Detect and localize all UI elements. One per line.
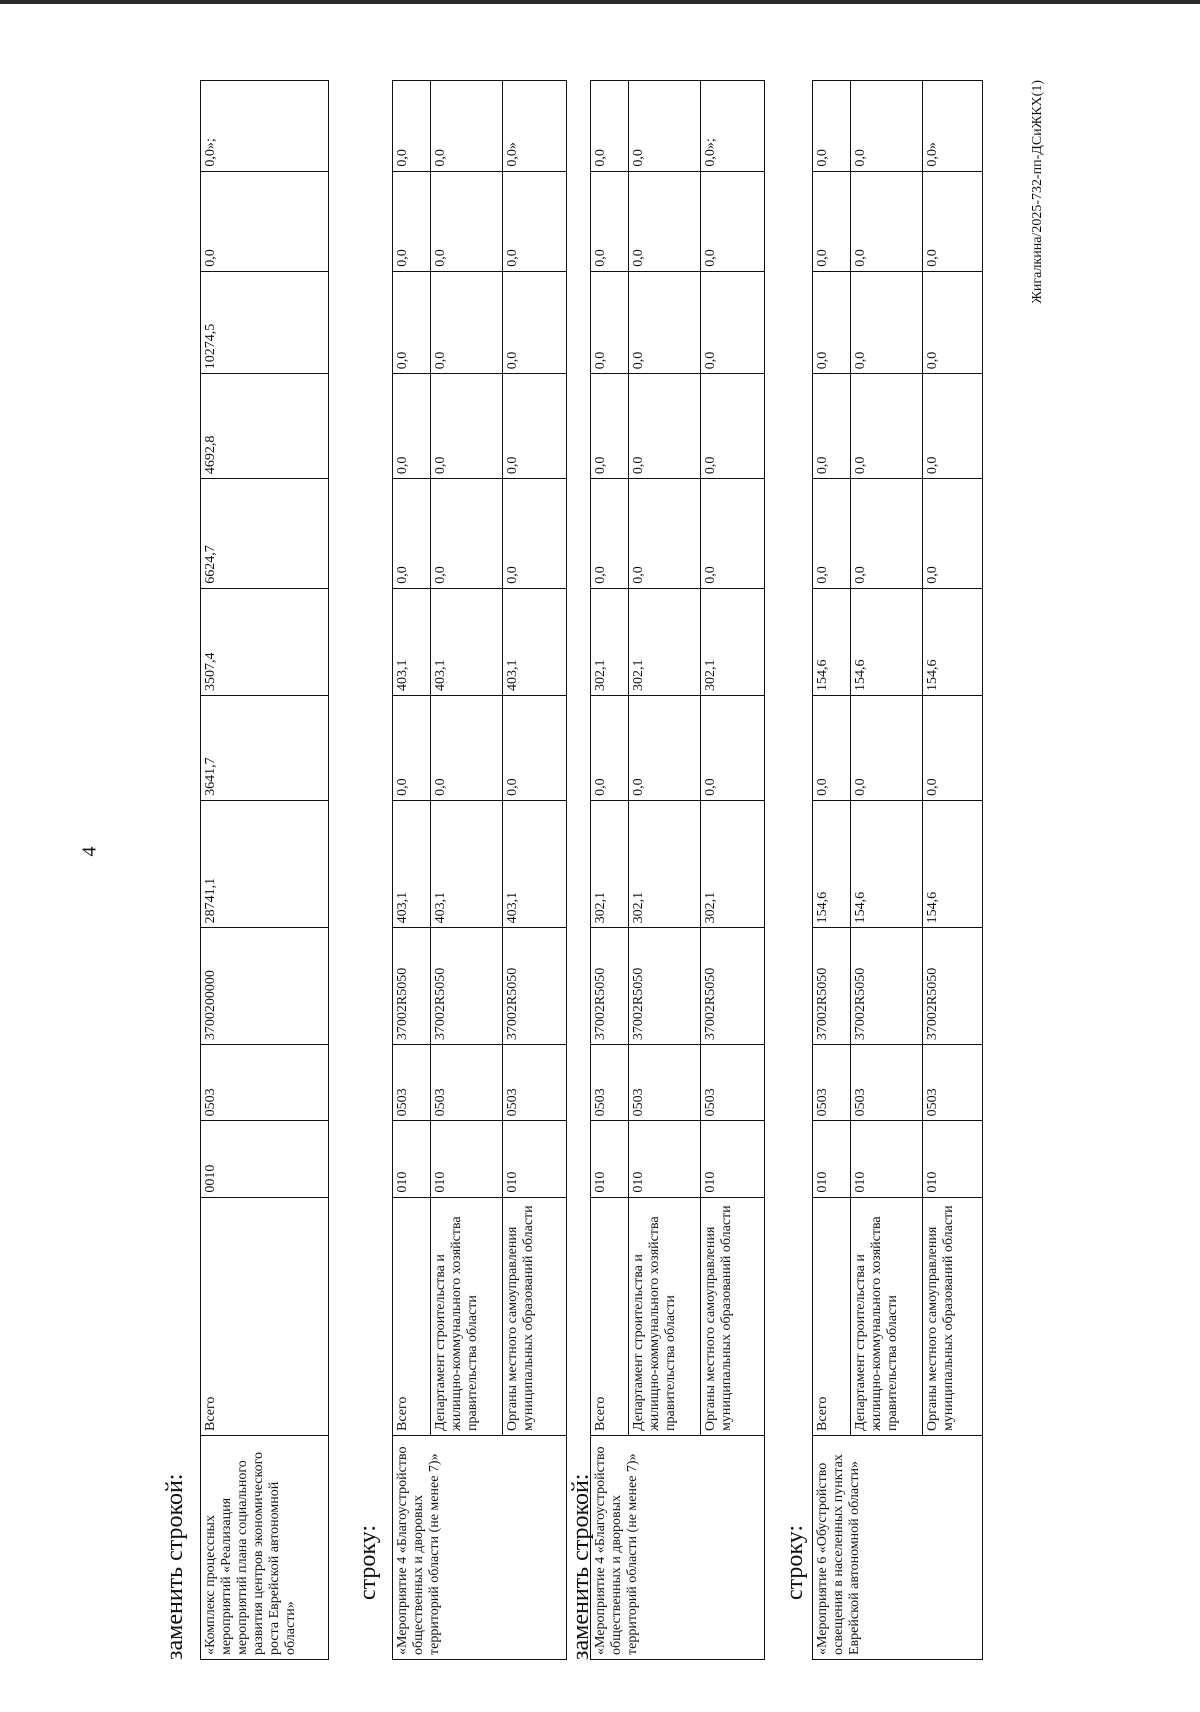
code-cell: 3700200000 (201, 928, 329, 1045)
value-cell: 0,0 (813, 695, 851, 800)
value-cell: 0,0 (591, 171, 629, 271)
value-cell: 0,0 (629, 171, 701, 271)
code-cell: 010 (851, 1121, 923, 1197)
code-cell: 010 (813, 1121, 851, 1197)
value-cell: 0,0 (393, 81, 431, 172)
value-cell: 0,0 (503, 479, 567, 589)
section-table (590, 80, 765, 1660)
value-cell: 0,0 (393, 374, 431, 479)
code-cell: 0010 (201, 1121, 329, 1197)
code-cell: 0503 (503, 1045, 567, 1121)
value-cell: 0,0 (591, 81, 629, 172)
section-table (392, 80, 567, 1660)
value-cell: 0,0 (701, 479, 765, 589)
value-cell: 154,6 (851, 588, 923, 695)
code-cell: 010 (431, 1121, 503, 1197)
value-cell: 0,0 (431, 171, 503, 271)
rotated-document (160, 70, 1060, 1660)
value-cell: 0,0 (503, 374, 567, 479)
value-cell: 3641,7 (201, 695, 329, 800)
value-cell: 0,0 (851, 81, 923, 172)
value-cell: 0,0 (701, 695, 765, 800)
value-cell: 0,0 (851, 479, 923, 589)
value-cell: 0,0 (431, 81, 503, 172)
value-cell: 10274,5 (201, 271, 329, 373)
code-cell: 37002R5050 (393, 928, 431, 1045)
event-cell: «Мероприятие 4 «Благоустройство общественных и дворовых территорий области (не менее 7)» (393, 1435, 567, 1659)
code-cell: 37002R5050 (701, 928, 765, 1045)
code-cell: 0503 (393, 1045, 431, 1121)
value-cell: 0,0 (813, 374, 851, 479)
table-row (851, 81, 923, 1660)
scan-top-border (0, 0, 1200, 4)
value-cell: 302,1 (591, 800, 629, 928)
code-cell: 37002R5050 (923, 928, 983, 1045)
value-cell: 0,0 (851, 695, 923, 800)
value-cell: 0,0 (851, 271, 923, 373)
value-cell: 0,0 (923, 479, 983, 589)
source-cell: Всего (201, 1197, 329, 1435)
value-cell: 0,0 (923, 171, 983, 271)
table-row (393, 81, 431, 1660)
code-cell: 010 (503, 1121, 567, 1197)
source-cell: Органы местного самоуправления муниципальных образований области (503, 1197, 567, 1435)
section-table (812, 80, 983, 1660)
value-cell: 0,0 (629, 479, 701, 589)
table-row (629, 81, 701, 1660)
value-cell: 0,0 (201, 171, 329, 271)
value-cell: 0,0 (393, 171, 431, 271)
code-cell: 37002R5050 (629, 928, 701, 1045)
value-cell: 0,0 (393, 479, 431, 589)
value-cell: 0,0 (813, 479, 851, 589)
value-cell: 0,0» (503, 81, 567, 172)
event-cell: «Комплекс процессных мероприятий «Реализация мероприятий плана социального развития центров экономического роста Еврейской автономной области» (201, 1435, 329, 1659)
table-row (503, 81, 567, 1660)
footer-code: Жигалкина/2025-732-пп-ДСиЖКХ(1) (1030, 80, 1045, 304)
value-cell: 403,1 (393, 588, 431, 695)
code-cell: 010 (701, 1121, 765, 1197)
event-cell: «Мероприятие 4 «Благоустройство общественных и дворовых территорий области (не менее 7)» (591, 1435, 765, 1659)
section-table (200, 80, 329, 1660)
value-cell: 3507,4 (201, 588, 329, 695)
table-row (201, 81, 329, 1660)
value-cell: 0,0 (629, 271, 701, 373)
value-cell: 0,0 (851, 374, 923, 479)
value-cell: 0,0 (629, 695, 701, 800)
code-cell: 37002R5050 (813, 928, 851, 1045)
source-cell: Органы местного самоуправления муниципальных образований области (923, 1197, 983, 1435)
value-cell: 403,1 (503, 800, 567, 928)
value-cell: 0,0» (923, 81, 983, 172)
value-cell: 0,0 (591, 271, 629, 373)
source-cell: Всего (591, 1197, 629, 1435)
value-cell: 302,1 (629, 800, 701, 928)
value-cell: 0,0 (431, 479, 503, 589)
value-cell: 302,1 (591, 588, 629, 695)
value-cell: 154,6 (923, 588, 983, 695)
source-cell: Департамент строительства и жилищно-коммунального хозяйства правительства области (851, 1197, 923, 1435)
table-row (923, 81, 983, 1660)
code-cell: 37002R5050 (431, 928, 503, 1045)
event-cell: «Мероприятие 6 «Обустройство освещения в населенных пунктах Еврейской автономной области» (813, 1435, 983, 1659)
value-cell: 154,6 (813, 588, 851, 695)
code-cell: 010 (923, 1121, 983, 1197)
value-cell: 0,0 (701, 271, 765, 373)
code-cell: 010 (591, 1121, 629, 1197)
value-cell: 0,0 (923, 374, 983, 479)
source-cell: Всего (393, 1197, 431, 1435)
code-cell: 37002R5050 (503, 928, 567, 1045)
source-cell: Департамент строительства и жилищно-коммунального хозяйства правительства области (629, 1197, 701, 1435)
page-number: 4 (78, 846, 101, 857)
table-row (701, 81, 765, 1660)
value-cell: 6624,7 (201, 479, 329, 589)
code-cell: 37002R5050 (591, 928, 629, 1045)
value-cell: 0,0 (503, 271, 567, 373)
value-cell: 154,6 (923, 800, 983, 928)
value-cell: 0,0 (923, 695, 983, 800)
section-heading: заменить строкой: (162, 1473, 188, 1660)
value-cell: 0,0 (813, 81, 851, 172)
value-cell: 154,6 (813, 800, 851, 928)
code-cell: 010 (629, 1121, 701, 1197)
value-cell: 0,0 (503, 695, 567, 800)
value-cell: 0,0 (629, 374, 701, 479)
value-cell: 0,0 (701, 171, 765, 271)
code-cell: 0503 (591, 1045, 629, 1121)
value-cell: 0,0 (851, 171, 923, 271)
value-cell: 302,1 (701, 800, 765, 928)
code-cell: 0503 (851, 1045, 923, 1121)
value-cell: 0,0 (503, 171, 567, 271)
code-cell: 0503 (629, 1045, 701, 1121)
value-cell: 0,0 (591, 374, 629, 479)
value-cell: 0,0 (591, 479, 629, 589)
section-heading: строку: (782, 1524, 808, 1600)
value-cell: 0,0»; (701, 81, 765, 172)
value-cell: 154,6 (851, 800, 923, 928)
table-row (591, 81, 629, 1660)
code-cell: 0503 (201, 1045, 329, 1121)
value-cell: 403,1 (431, 588, 503, 695)
value-cell: 28741,1 (201, 800, 329, 928)
value-cell: 0,0 (813, 171, 851, 271)
value-cell: 0,0 (629, 81, 701, 172)
value-cell: 0,0 (591, 695, 629, 800)
value-cell: 0,0 (431, 695, 503, 800)
value-cell: 0,0 (393, 271, 431, 373)
value-cell: 302,1 (629, 588, 701, 695)
source-cell: Департамент строительства и жилищно-коммунального хозяйства правительства области (431, 1197, 503, 1435)
value-cell: 403,1 (393, 800, 431, 928)
code-cell: 0503 (431, 1045, 503, 1121)
value-cell: 0,0 (701, 374, 765, 479)
value-cell: 403,1 (503, 588, 567, 695)
value-cell: 4692,8 (201, 374, 329, 479)
code-cell: 010 (393, 1121, 431, 1197)
value-cell: 0,0 (393, 695, 431, 800)
value-cell: 0,0 (431, 374, 503, 479)
source-cell: Органы местного самоуправления муниципальных образований области (701, 1197, 765, 1435)
code-cell: 0503 (701, 1045, 765, 1121)
value-cell: 302,1 (701, 588, 765, 695)
value-cell: 0,0 (431, 271, 503, 373)
code-cell: 0503 (923, 1045, 983, 1121)
value-cell: 0,0 (923, 271, 983, 373)
section-heading: строку: (355, 1524, 381, 1600)
code-cell: 0503 (813, 1045, 851, 1121)
value-cell: 0,0»; (201, 81, 329, 172)
value-cell: 0,0 (813, 271, 851, 373)
code-cell: 37002R5050 (851, 928, 923, 1045)
table-row (431, 81, 503, 1660)
table-row (813, 81, 851, 1660)
source-cell: Всего (813, 1197, 851, 1435)
value-cell: 403,1 (431, 800, 503, 928)
section-heading: заменить строкой: (568, 1473, 594, 1660)
